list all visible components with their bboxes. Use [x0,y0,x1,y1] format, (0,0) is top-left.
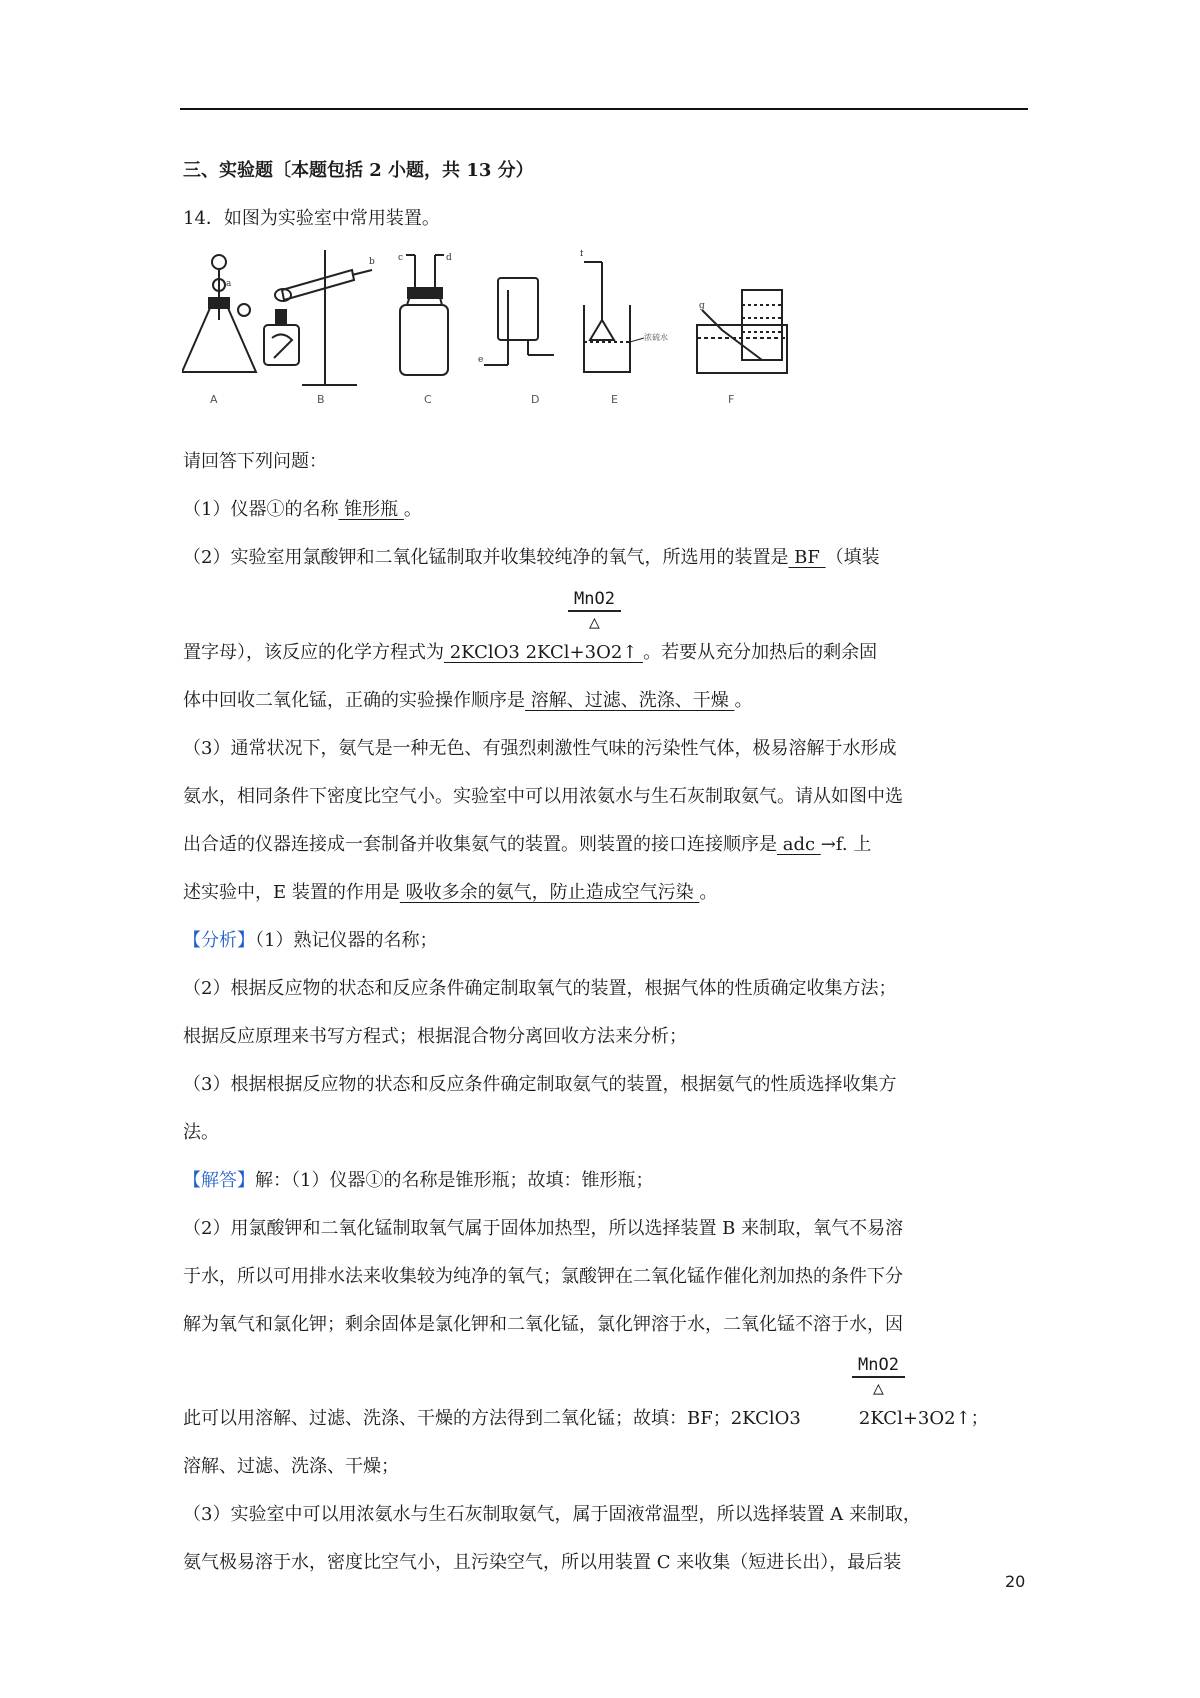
q1-line: （1）仪器①的名称 锥形瓶 。 [183,499,422,520]
svg-text:浓硫水: 浓硫水 [644,333,668,342]
q2-line1: （2）实验室用氯酸钾和二氧化锰制取并收集较纯净的氧气，所选用的装置是 BF （填装 [183,547,880,568]
apparatus-b-heating [264,250,375,385]
analysis-line5: 法。 [183,1122,219,1143]
q2-line3: 体中回收二氧化锰，正确的实验操作顺序是 溶解、过滤、洗涤、干燥 。 [183,690,753,711]
q3-answer-order: adc [777,834,821,855]
apparatus-e-absorber [580,250,668,372]
figure-label-b: B [317,393,325,406]
apparatus-f-trough [697,290,787,373]
q3-line4: 述实验中，E 装置的作用是 吸收多余的氨气，防止造成空气污染 。 [183,882,718,903]
svg-text:a: a [226,279,232,289]
solution-line3: 于水，所以可用排水法来收集较为纯净的氧气；氯酸钾在二氧化锰作催化剂加热的条件下分 [183,1266,903,1287]
figure-label-f: F [728,393,735,406]
analysis-line4: （3）根据根据反应物的状态和反应条件确定制取氨气的装置，根据氨气的性质选择收集方 [183,1074,897,1095]
solution-line1: 【解答】解：（1）仪器①的名称是锥形瓶；故填：锥形瓶； [183,1170,654,1191]
q3-line1: （3）通常状况下，氨气是一种无色、有强烈刺激性气味的污染性气体，极易溶解于水形成 [183,738,897,759]
q3-answer-role: 吸收多余的氨气，防止造成空气污染 [399,882,700,903]
svg-text:f: f [580,250,584,259]
question-stem: 14．如图为实验室中常用装置。 [183,208,440,229]
svg-text:d: d [446,253,452,263]
section-title: 三、实验题〔本题包括 2 小题，共 13 分） [183,160,534,181]
solution-tag: 【解答】 [183,1170,255,1191]
apparatus-d-bottle [478,278,554,365]
analysis-line2: （2）根据反应物的状态和反应条件确定制取氧气的装置，根据气体的性质确定收集方法； [183,978,897,999]
apparatus-c-bottle [398,253,452,375]
svg-text:c: c [398,253,404,263]
solution-line5: 此可以用溶解、过滤、洗涤、干燥的方法得到二氧化锰；故填：BF；2KClO3 2KCl+3O2↑； [183,1408,989,1429]
q2-answer-steps: 溶解、过滤、洗涤、干燥 [525,690,735,711]
q1-answer: 锥形瓶 [338,499,404,520]
q2-line2: 置字母），该反应的化学方程式为 2KClO3 2KCl+3O2↑ 。若要从充分加热后的剩余固 [183,642,878,663]
analysis-tag: 【分析】 [183,930,255,951]
figure-label-e: E [611,393,618,406]
page-number: 20 [1005,1572,1026,1591]
q2-answer-equation: 2KClO3 2KCl+3O2↑ [444,642,644,663]
solution-line8: 氨气极易溶于水，密度比空气小，且污染空气，所以用装置 C 来收集（短进长出），最后装 [183,1552,902,1573]
figure-label-d: D [531,393,540,406]
analysis-line3: 根据反应原理来书写方程式；根据混合物分离回收方法来分析； [183,1026,687,1047]
analysis-line1: 【分析】（1）熟记仪器的名称； [183,930,438,951]
header-rule [180,108,1028,110]
svg-text:g: g [699,301,705,311]
q3-line2: 氨水，相同条件下密度比空气小。实验室中可以用浓氨水与生石灰制取氨气。请从如图中选 [183,786,903,807]
svg-text:e: e [478,355,484,365]
solution-line4: 解为氧气和氯化钾；剩余固体是氯化钾和二氧化锰，氯化钾溶于水，二氧化锰不溶于水，因 [183,1314,903,1335]
apparatus-a-flask [182,255,256,372]
apparatus-figure [182,250,862,415]
solution-line7: （3）实验室中可以用浓氨水与生石灰制取氨气，属于固液常温型，所以选择装置 A 来制取， [183,1504,921,1525]
prompt-text: 请回答下列问题： [183,451,327,472]
solution-line2: （2）用氯酸钾和二氧化锰制取氧气属于固体加热型，所以选择装置 B 来制取，氧气不易溶 [183,1218,904,1239]
svg-text:b: b [369,257,375,267]
q3-line3: 出合适的仪器连接成一套制备并收集氨气的装置。则装置的接口连接顺序是 adc →f. 上 [183,834,872,855]
figure-label-c: C [424,393,432,406]
solution-line6: 溶解、过滤、洗涤、干燥； [183,1456,399,1477]
q2-answer-devices: BF [788,547,826,568]
solution-catalyst: MnO2 △ [852,1356,905,1400]
figure-label-a: A [210,393,218,406]
q2-catalyst: MnO2 △ [568,590,621,634]
